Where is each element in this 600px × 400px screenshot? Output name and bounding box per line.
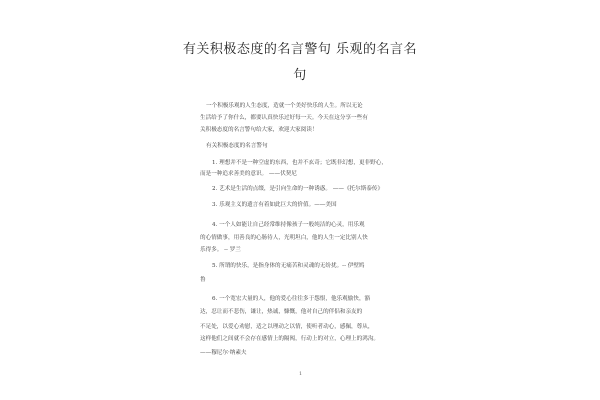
page-number: 1 xyxy=(299,371,303,377)
quote-line: 2. 艺术是生活的点缀，是引向生命的一种诱惑。 ——《托尔斯泰传》 xyxy=(212,186,384,192)
quote-line: 乐得多。 -- 罗兰 xyxy=(200,247,241,253)
quote-line: 达，忍让而不悲伤，谦让，热诚，慷慨，他对自己的伴侣和亲友的 xyxy=(200,309,363,315)
quote-line: 5. 所谓的快乐，是指身体的无痛苦和灵魂的无纷扰。-- 伊壁鸠 xyxy=(212,263,365,269)
quote-line: 不足处，以爱心劝慰，适之以理动之以情，使听者动心，感佩，尊从， xyxy=(200,324,374,330)
page-title-line-1: 有关积极态度的名言警句 乐观的名言名 xyxy=(182,42,418,57)
quote-line: 6. 一个宽宏大量的人，他的爱心往往多于怨恨，他乐观愉快，豁 xyxy=(212,296,371,302)
quote-line: 4. 一个人如能让自己经常维持像孩子一般纯洁的心灵，用乐观 xyxy=(212,222,365,228)
quote-line: ——穆尼尔·纳素夫 xyxy=(200,350,247,356)
quote-line: 而是一种追求善美的意识。 ——伏契尼 xyxy=(200,171,297,177)
section-heading: 有关积极态度的名言警句 xyxy=(206,143,268,149)
quote-line: 3. 乐观主义的遗言有着如此巨大的价值。——美国 xyxy=(212,202,337,208)
quote-line: 这样他们之间就不会存在感情上的隔阂，行动上的对立，心理上的鸿沟。 xyxy=(200,336,380,342)
intro-line: 一个积极乐观的人生态度，造就一个美好快乐的人生。所以无论 xyxy=(206,103,363,109)
intro-line: 关积极态度的名言警句给大家，欢迎大家阅读！ xyxy=(200,127,318,133)
intro-line: 生活给予了你什么，都要认真快乐过好每一天。今天在这分享一些有 xyxy=(200,115,368,121)
quote-line: 鲁 xyxy=(200,277,206,283)
page-title-line-2: 句 xyxy=(293,68,307,83)
quote-line: 1. 理想并不是一种空虚的东西，也并不玄奇；它既非幻想，更非野心， xyxy=(212,160,387,166)
quote-line: 的心情做事，用善良的心肠待人，光明坦白，他的人生一定比别人快 xyxy=(200,235,368,241)
